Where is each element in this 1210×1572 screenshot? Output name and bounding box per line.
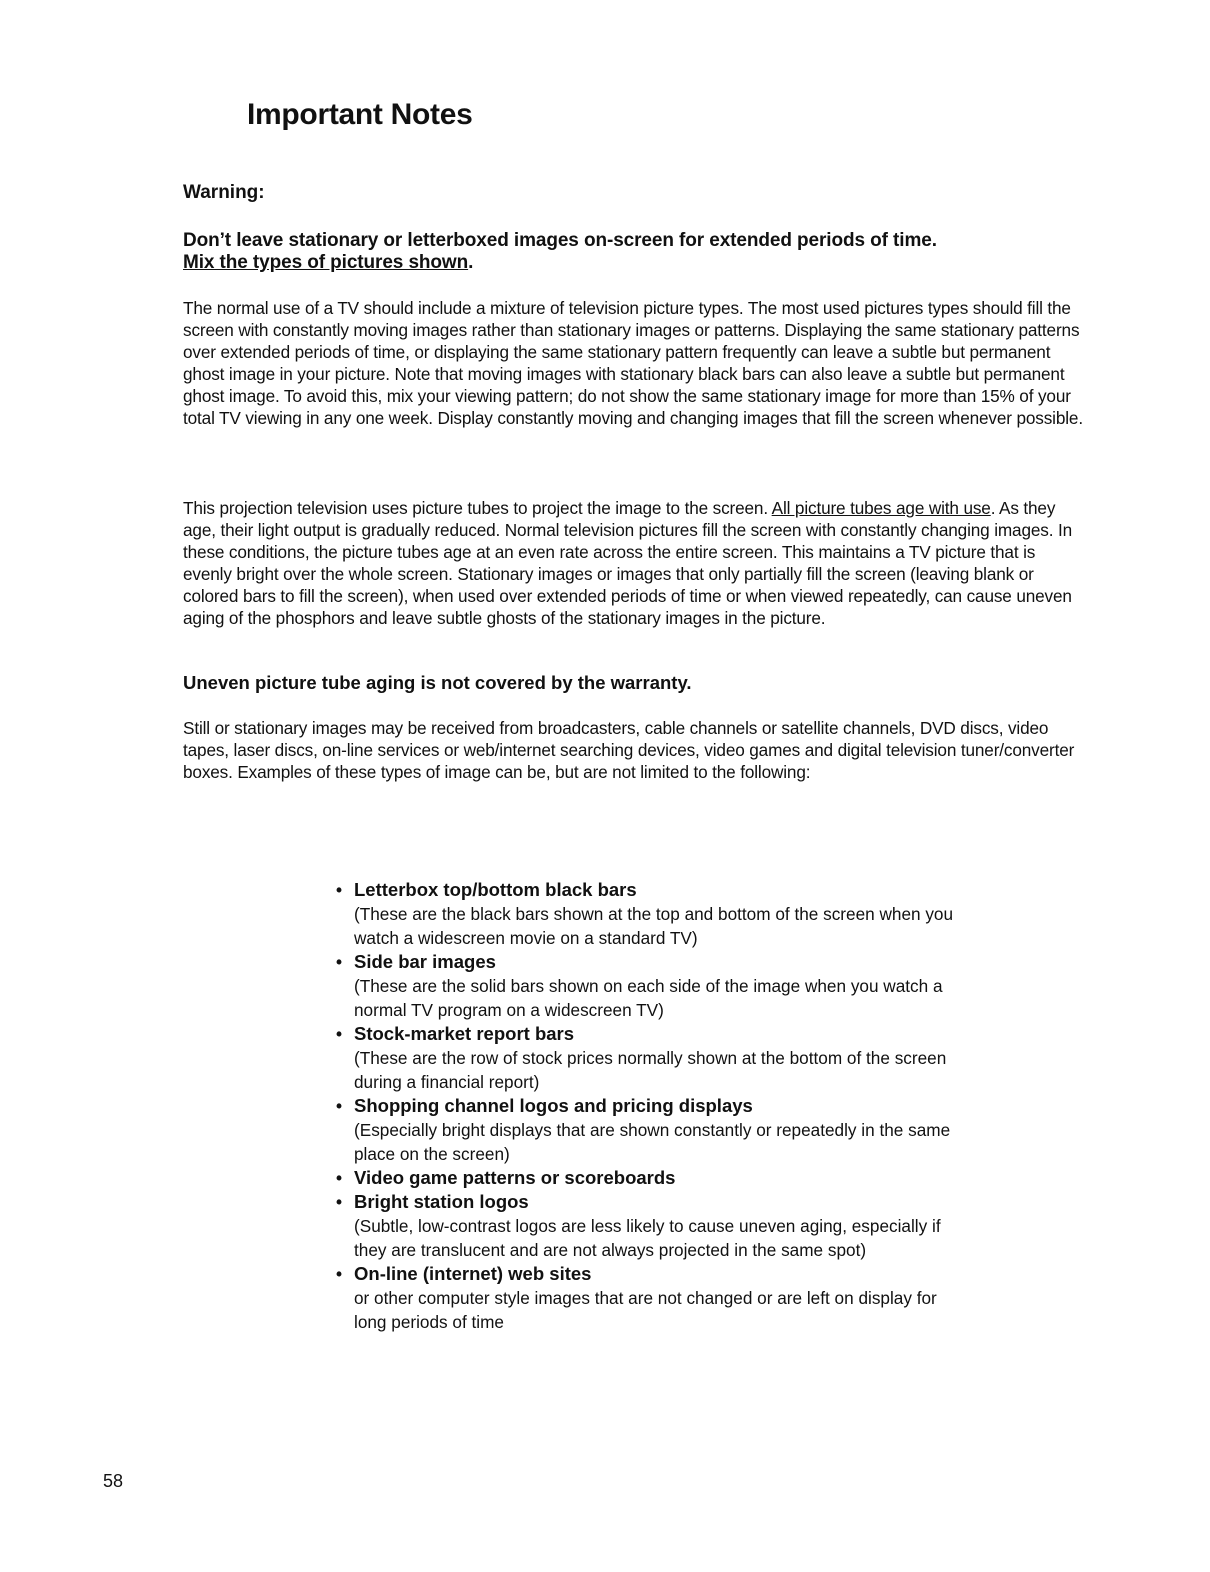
paragraph-image-sources: Still or stationary images may be received from broadcasters, cable channels or satellite channels, DVD discs, video tapes, laser discs, on-line services or web/internet searching devices, video games and digital television tuner/converter boxes. Examples of these types of image can be, but are not limited to the following: — [183, 718, 1075, 782]
list-item — [334, 878, 974, 950]
bullet-icon: • — [336, 1096, 343, 1116]
paragraph-picture-tubes-underlined: All picture tubes age with use — [771, 498, 991, 518]
bullet-icon: • — [336, 1024, 343, 1044]
list-item-description: or other computer style images that are not changed or are left on display for long periods of time — [354, 1288, 937, 1332]
list-item-description: (Subtle, low-contrast logos are less likely to cause uneven aging, especially if they are translucent and are not always projected in the same spot) — [354, 1216, 941, 1260]
warning-underlined-suffix: . — [468, 252, 474, 273]
paragraph-picture-tubes — [183, 497, 1083, 629]
list-item-heading: Shopping channel logos and pricing displays — [354, 1095, 753, 1116]
list-item — [334, 1094, 974, 1166]
list-item-description: (These are the black bars shown at the top and bottom of the screen when you watch a widescreen movie on a standard TV) — [354, 904, 954, 948]
list-item — [334, 1166, 974, 1190]
bullet-icon: • — [336, 1168, 343, 1188]
list-item-heading: Bright station logos — [354, 1191, 529, 1212]
list-item-description: (These are the solid bars shown on each side of the image when you watch a normal TV program on a widescreen TV) — [354, 976, 943, 1020]
stationary-image-examples-list — [334, 878, 974, 1334]
warning-main-text: Don’t leave stationary or letterboxed images on-screen for extended periods of time. — [183, 230, 937, 251]
warranty-notice: Uneven picture tube aging is not covered by the warranty. — [183, 672, 692, 693]
paragraph-picture-tubes-start: This projection television uses picture tubes to project the image to the screen. — [183, 498, 772, 518]
paragraph-picture-tubes-end: . As they age, their light output is gradually reduced. Normal television pictures fill the screen with constantly changing images. In these conditions, the picture tubes age at an even rate across the entire screen. This maintains a TV picture that is evenly bright over the whole screen. Stationary images or images that only partially fill the screen (leaving blank or colored bars to fill the screen), when used over extended periods of time or when viewed repeatedly, can cause uneven aging of the phosphors and leave subtle ghosts of the stationary images in the picture. — [183, 498, 1072, 628]
list-item-heading: On-line (internet) web sites — [354, 1263, 592, 1284]
page-number: 58 — [103, 1471, 124, 1491]
list-item-heading: Side bar images — [354, 951, 496, 972]
list-item-heading: Video game patterns or scoreboards — [354, 1167, 676, 1188]
list-item-heading: Letterbox top/bottom black bars — [354, 879, 637, 900]
list-item — [334, 1022, 974, 1094]
paragraph-normal-use: The normal use of a TV should include a mixture of television picture types. The most used pictures types should fill the screen with constantly moving images rather than stationary images or patterns. Displaying the same stationary patterns over extended periods of time, or displaying the same stationary pattern frequently can leave a subtle but permanent ghost image in your picture. Note that moving images with stationary black bars can also leave a subtle but permanent ghost image. To avoid this, mix your viewing pattern; do not show the same stationary image for more than 15% of your total TV viewing in any one week. Display constantly moving and changing images that fill the screen whenever possible. — [183, 298, 1083, 428]
bullet-icon: • — [336, 952, 343, 972]
list-item-description: (These are the row of stock prices normally shown at the bottom of the screen during a financial report) — [354, 1048, 947, 1092]
bullet-icon: • — [336, 1192, 343, 1212]
bullet-icon: • — [336, 880, 343, 900]
warning-statement — [183, 230, 1083, 274]
list-item-heading: Stock-market report bars — [354, 1023, 575, 1044]
list-item — [334, 1262, 974, 1334]
list-item — [334, 950, 974, 1022]
warning-label: Warning: — [183, 182, 265, 203]
page-title: Important Notes — [247, 98, 473, 131]
list-item — [334, 1190, 974, 1262]
warning-underlined-text: Mix the types of pictures shown — [183, 252, 469, 273]
bullet-icon: • — [336, 1264, 343, 1284]
list-item-description: (Especially bright displays that are shown constantly or repeatedly in the same place on the screen) — [354, 1120, 951, 1164]
